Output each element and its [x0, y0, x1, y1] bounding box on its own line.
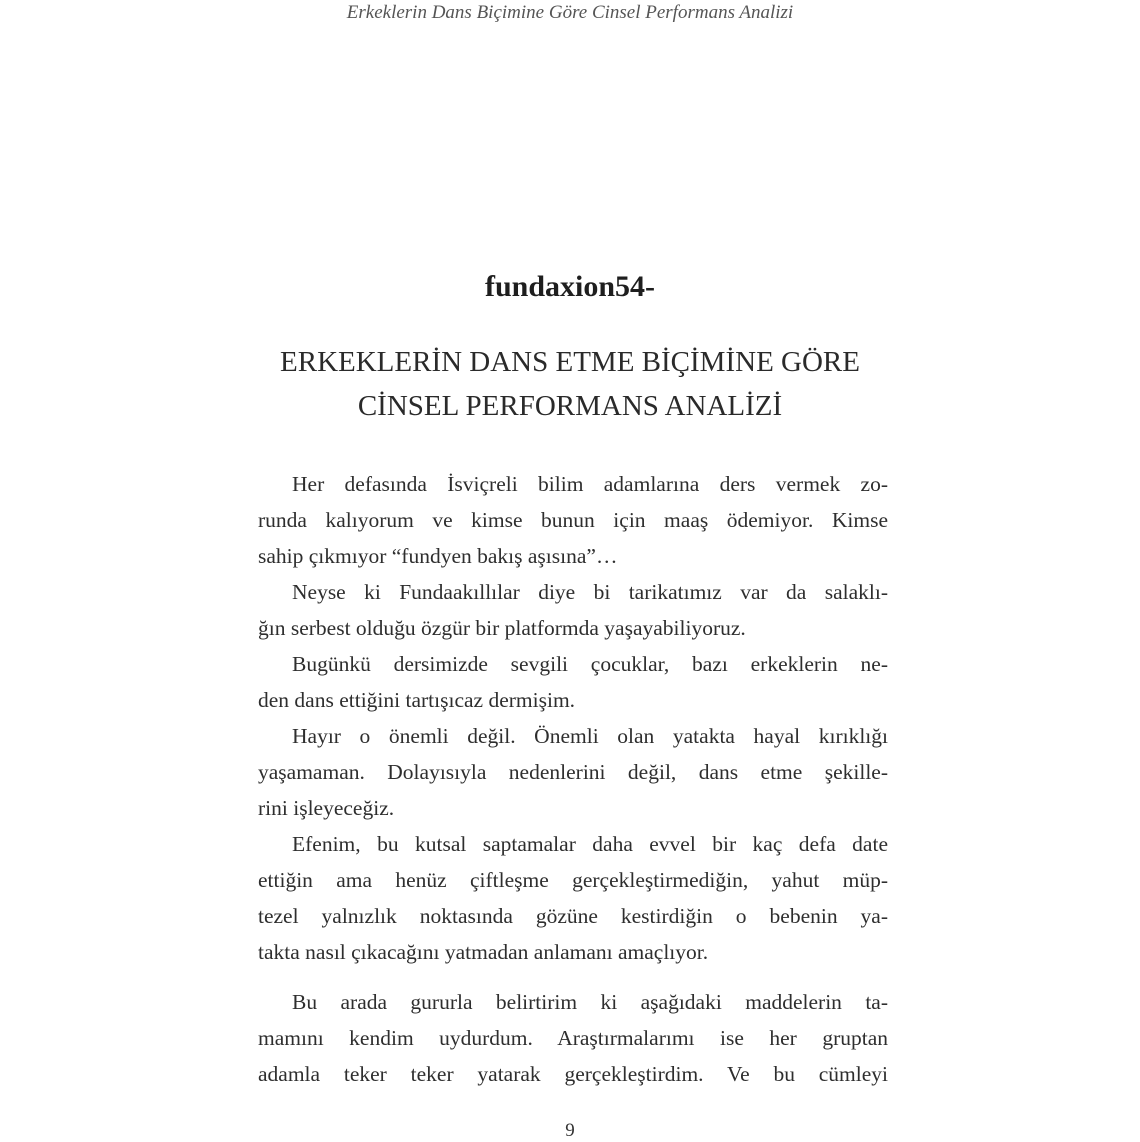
text-line: ğın serbest olduğu özgür bir platformda yaşayabiliyoruz. [258, 616, 746, 640]
text-line: Hayır o önemli değil. Önemli olan yatakta hayal kırıklığı [292, 724, 888, 748]
paragraph [258, 718, 888, 826]
running-header: Erkeklerin Dans Biçimine Göre Cinsel Performans Analizi [346, 2, 794, 23]
chapter-title [0, 340, 1140, 428]
text-line: runda kalıyorum ve kimse bunun için maaş ödemiyor. Kimse [258, 508, 888, 532]
text-line: tezel yalnızlık noktasında gözüne kestirdiğin o bebenin ya- [258, 904, 888, 928]
paragraph [258, 646, 888, 718]
text-line: Her defasında İsviçreli bilim adamlarına ders vermek zo- [292, 472, 888, 496]
text-line: Bugünkü dersimizde sevgili çocuklar, bazı erkeklerin ne- [292, 652, 888, 676]
text-line: ettiğin ama henüz çiftleşme gerçekleştirmediğin, yahut müp- [258, 868, 888, 892]
text-line: yaşamaman. Dolayısıyla nedenlerini değil, dans etme şekille- [258, 760, 888, 784]
text-line: sahip çıkmıyor “fundyen bakış aşısına”… [258, 544, 618, 568]
text-line: Efenim, bu kutsal saptamalar daha evvel bir kaç defa date [292, 832, 888, 856]
text-line: takta nasıl çıkacağını yatmadan anlamanı amaçlıyor. [258, 940, 709, 964]
text-line: mamını kendim uydurdum. Araştırmalarımı ise her gruptan [258, 1026, 888, 1050]
paragraph [258, 466, 888, 574]
text-line: rini işleyeceğiz. [258, 796, 395, 820]
chapter-title-line-1: ERKEKLERİN DANS ETME BİÇİMİNE GÖRE [280, 346, 860, 378]
body-text [258, 466, 888, 1092]
chapter-title-line-2: CİNSEL PERFORMANS ANALİZİ [357, 390, 783, 422]
text-line: adamla teker teker yatarak gerçekleştirdim. Ve bu cümleyi [258, 1062, 888, 1086]
text-line: den dans ettiğini tartışıcaz dermişim. [258, 688, 576, 712]
text-line: Bu arada gururla belirtirim ki aşağıdaki maddelerin ta- [292, 990, 888, 1014]
page-number: 9 [565, 1120, 575, 1141]
paragraph [258, 984, 888, 1092]
paragraph [258, 826, 888, 970]
text-line: Neyse ki Fundaakıllılar diye bi tarikatımız var da salaklı- [292, 580, 888, 604]
paragraph [258, 574, 888, 646]
author-name: fundaxion54- [484, 270, 656, 303]
